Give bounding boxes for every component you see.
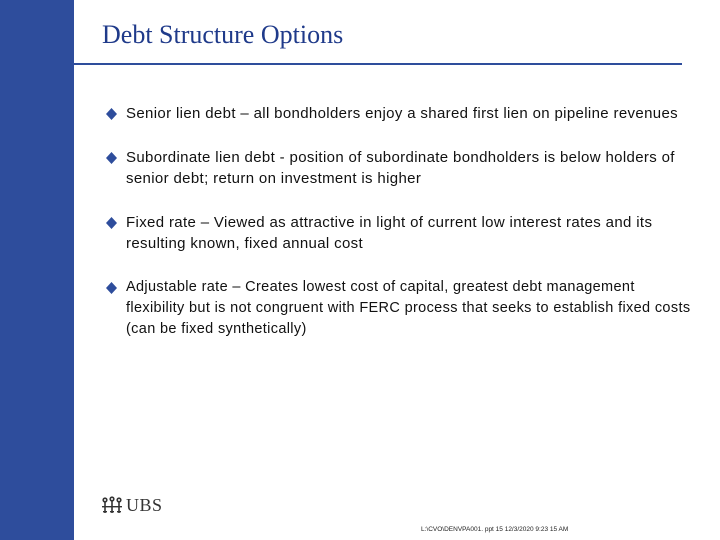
bullet-item	[104, 103, 694, 124]
title-underline	[52, 63, 682, 65]
diamond-icon	[106, 108, 117, 120]
logo-text: UBS	[126, 495, 163, 515]
bullet-text: Fixed rate – Viewed as attractive in light of current low interest rates and its resulting known, fixed annual cost	[126, 214, 653, 252]
diamond-icon	[106, 217, 117, 229]
bullet-item	[104, 147, 694, 189]
slide-title: Debt Structure Options	[102, 20, 344, 49]
bullet-text: Senior lien debt – all bondholders enjoy a shared first lien on pipeline revenues	[126, 105, 679, 122]
bullet-item	[104, 212, 694, 254]
diamond-icon	[106, 152, 117, 164]
ubs-logo	[100, 495, 163, 516]
bullet-item	[104, 277, 694, 340]
bullet-text: Subordinate lien debt - position of subordinate bondholders is below holders of senior debt; return on investment is higher	[126, 149, 675, 187]
bullet-text: Adjustable rate – Creates lowest cost of capital, greatest debt management flexibility but is not congruent with FERC process that seeks to establish fixed costs (can be fixed synthetically)	[126, 279, 691, 337]
footer-file-path: L:\CVO\DENVPA001. ppt 15 12/3/2020 9:23 15 AM	[421, 526, 569, 533]
left-accent-bar	[0, 0, 74, 540]
three-keys-icon	[100, 496, 124, 516]
diamond-icon	[106, 282, 117, 294]
bullet-list	[104, 103, 694, 363]
